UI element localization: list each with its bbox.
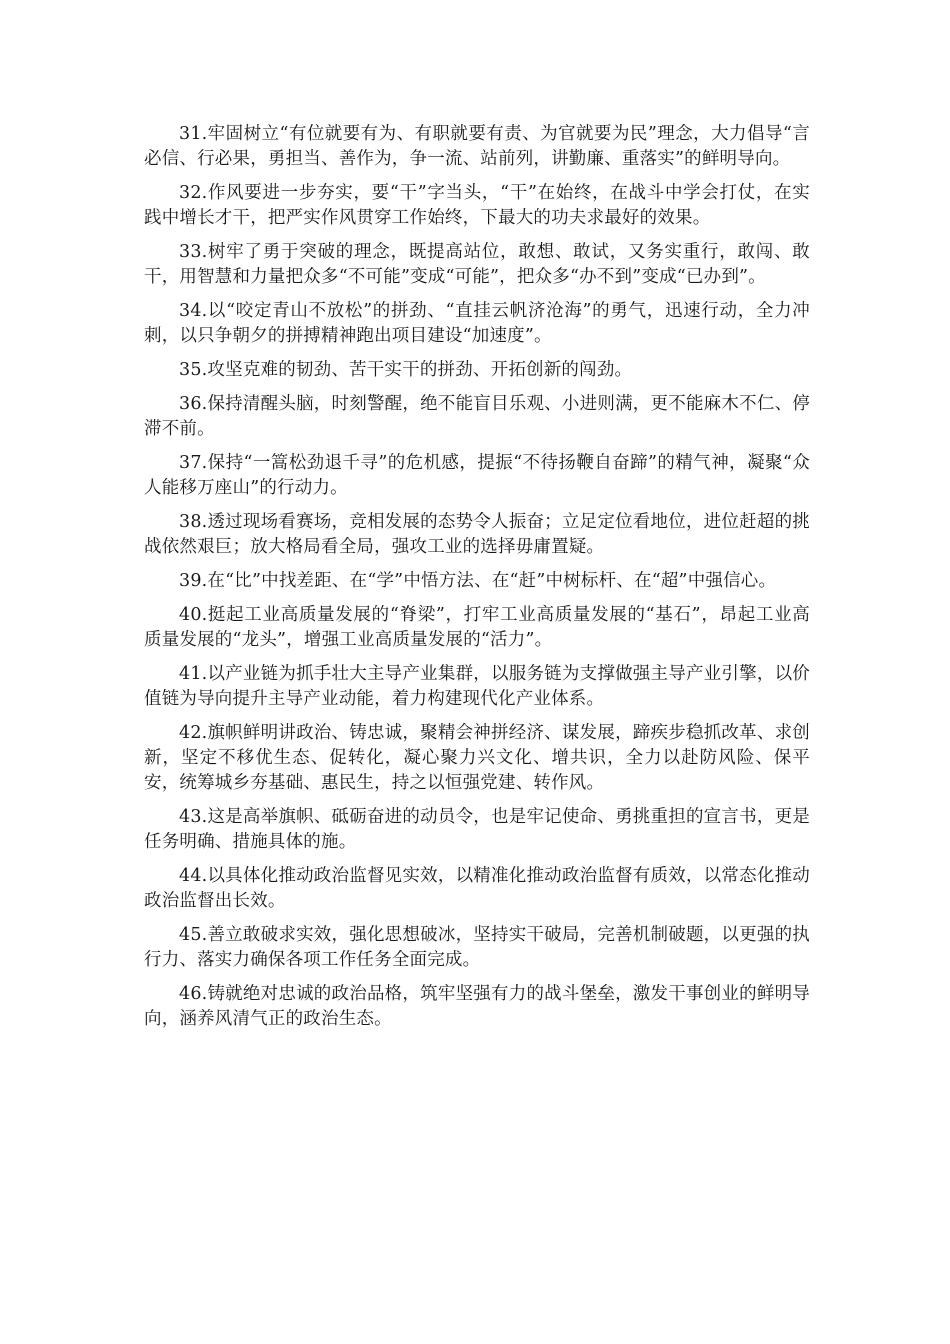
paragraph-43: 43.这是高举旗帜、砥砺奋进的动员令，也是牢记使命、勇挑重担的宣言书，更是任务明确、措施具体的施。 xyxy=(144,807,810,852)
paragraph-42: 42.旗帜鲜明讲政治、铸忠诚，聚精会神拼经济、谋发展，蹄疾步稳抓改革、求创新，坚定不移优生态、促转化，凝心聚力兴文化、增共识，全力以赴防风险、保平安，统筹城乡夯基础、惠民生，持之以恒强党建、转作风。 xyxy=(144,723,810,793)
paragraph-39: 39.在“比”中找差距、在“学”中悟方法、在“赶”中树标杆、在“超”中强信心。 xyxy=(179,571,777,591)
paragraph-34: 34.以“咬定青山不放松”的拼劲、“直挂云帆济沧海”的勇气，迅速行动，全力冲刺，以只争朝夕的拼搏精神跑出项目建设“加速度”。 xyxy=(144,301,810,346)
paragraph-44: 44.以具体化推动政治监督见实效，以精准化推动政治监督有质效，以常态化推动政治监督出长效。 xyxy=(144,866,810,911)
paragraph-41: 41.以产业链为抓手壮大主导产业集群，以服务链为支撑做强主导产业引擎，以价值链为导向提升主导产业动能，着力构建现代化产业体系。 xyxy=(144,664,810,709)
paragraph-32: 32.作风要进一步夯实，要“干”字当头，“干”在始终，在战斗中学会打仗，在实践中增长才干，把严实作风贯穿工作始终，下最大的功夫求最好的效果。 xyxy=(144,183,810,228)
paragraph-36: 36.保持清醒头脑，时刻警醒，绝不能盲目乐观、小进则满，更不能麻木不仁、停滞不前。 xyxy=(144,394,810,439)
paragraph-31: 31.牢固树立“有位就要有为、有职就要有责、为官就要为民”理念，大力倡导“言必信、行必果，勇担当、善作为，争一流、站前列，讲勤廉、重落实”的鲜明导向。 xyxy=(144,124,810,169)
paragraph-33: 33.树牢了勇于突破的理念，既提高站位，敢想、敢试，又务实重行，敢闯、敢干，用智慧和力量把众多“不可能”变成“可能”，把众多“办不到”变成“已办到”。 xyxy=(144,242,810,287)
paragraph-38: 38.透过现场看赛场，竞相发展的态势令人振奋；立足定位看地位，进位赶超的挑战依然艰巨；放大格局看全局，强攻工业的选择毋庸置疑。 xyxy=(144,512,810,557)
document-body xyxy=(144,122,810,1041)
paragraph-37: 37.保持“一篙松劲退千寻”的危机感，提振“不待扬鞭自奋蹄”的精气神，凝聚“众人能移万座山”的行动力。 xyxy=(144,453,810,498)
paragraph-40: 40.挺起工业高质量发展的“脊梁”，打牢工业高质量发展的“基石”，昂起工业高质量发展的“龙头”，增强工业高质量发展的“活力”。 xyxy=(144,605,810,650)
paragraph-35: 35.攻坚克难的韧劲、苦干实干的拼劲、开拓创新的闯劲。 xyxy=(179,360,633,380)
paragraph-45: 45.善立敢破求实效，强化思想破冰，坚持实干破局，完善机制破题，以更强的执行力、落实力确保各项工作任务全面完成。 xyxy=(144,925,810,970)
paragraph-46: 46.铸就绝对忠诚的政治品格，筑牢坚强有力的战斗堡垒，激发干事创业的鲜明导向，涵养风清气正的政治生态。 xyxy=(144,984,810,1029)
